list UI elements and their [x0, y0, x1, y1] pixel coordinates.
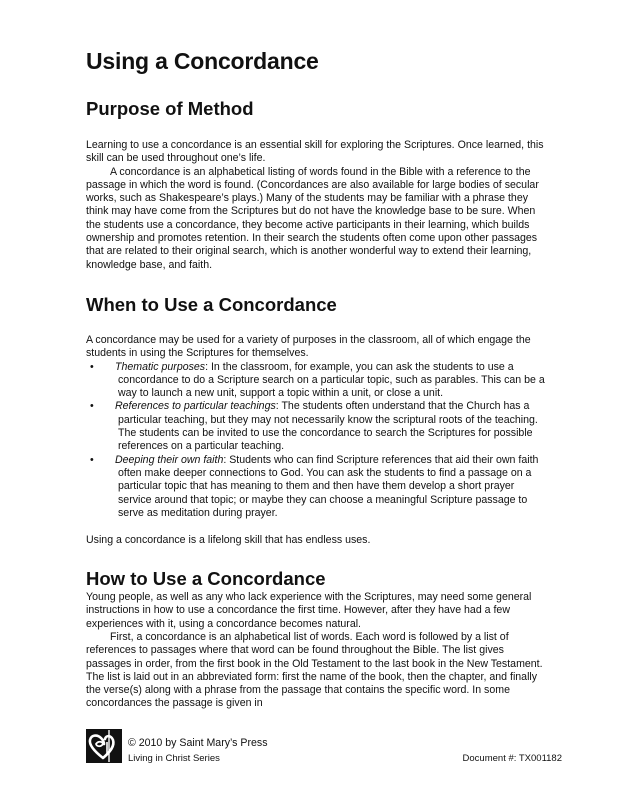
heading-how: How to Use a Concordance — [86, 568, 326, 589]
how-paragraph-2 — [86, 631, 546, 711]
bullet-thematic — [86, 361, 546, 401]
bullet-text: : The students often understand that the Church has a particular teaching, but they may not necessarily know the scriptural roots of the teaching. The students can be invited to use the concordance to search the Scriptures for possible references on a particular teaching. — [118, 400, 538, 453]
bullet-label: Deeping their own faith — [115, 453, 224, 466]
when-bullet-list — [86, 361, 546, 521]
bullet-references — [86, 400, 546, 453]
bullet-label: Thematic purposes — [115, 360, 206, 373]
when-intro: A concordance may be used for a variety of purposes in the classroom, all of which engage the students in using the Scriptures for themselves. — [86, 334, 531, 360]
bullet-text: : Students who can find Scripture references that aid their own faith often make deeper connections to God. You can ask the students to find a passage on a particular topic that has meaning to them and then have them develop a short prayer service around that topic; or maybe they can choose a meaningful Scripture passage to serve as meditation during prayer. — [118, 453, 539, 519]
heading-when: When to Use a Concordance — [86, 294, 337, 315]
copyright-text: © 2010 by Saint Mary’s Press — [128, 737, 268, 749]
saint-marys-press-heart-logo-icon — [86, 729, 122, 763]
how-paragraph-1: Young people, as well as any who lack experience with the Scriptures, may need some general instructions in how to use a concordance the first time. However, after they have had a few experiences with it, using a concordance becomes natural. — [86, 591, 532, 630]
purpose-paragraph-1: Learning to use a concordance is an essential skill for exploring the Scriptures. Once learned, this skill can be used throughout one’s life. — [86, 139, 544, 165]
bullet-dot-icon: • — [90, 400, 94, 413]
heading-purpose: Purpose of Method — [86, 98, 254, 119]
bullet-faith — [86, 454, 546, 520]
bullet-dot-icon: • — [90, 360, 94, 373]
bullet-label: References to particular teachings — [115, 400, 276, 413]
purpose-paragraph-2 — [86, 166, 546, 272]
page-footer — [86, 729, 562, 769]
document-number: Document #: TX001182 — [462, 753, 562, 764]
when-closing: Using a concordance is a lifelong skill that has endless uses. — [86, 534, 371, 546]
purpose-paragraph-2-text: A concordance is an alphabetical listing of words found in the Bible with a reference to the passage in which the word is found. (Concordances are also available for large bodies of secular works, such as Shakespeare’s plays.) Many of the students may be familiar with a phrase they think may have come from the Scriptures but do not have the knowledge base to be sure. When the students use a concordance, they become active participants in their learning, which builds ownership and promotes retention. In their search the students often come upon other passages that are related to their original search, which is another wonderful way to extend their learning, knowledge base, and faith. — [86, 165, 539, 271]
bullet-text: : In the classroom, for example, you can ask the students to use a concordance to do a Scripture search on a particular topic, such as parables. This can be a way to launch a new unit, support a topic within a unit, or close a unit. — [118, 360, 545, 400]
document-title: Using a Concordance — [86, 48, 319, 74]
series-name: Living in Christ Series — [128, 753, 220, 764]
bullet-dot-icon: • — [90, 453, 94, 466]
how-paragraph-2-text: First, a concordance is an alphabetical list of words. Each word is followed by a list of references to passages where that word can be found throughout the Bible. The list gives passages in order, from the first book in the Old Testament to the last book in the New Testament. The list is laid out in an abbreviated form: first the name of the book, then the chapter, and finally the verse(s) along with a phrase from the passage that contains the specific word. In some concordances the passage is given in — [86, 631, 543, 710]
